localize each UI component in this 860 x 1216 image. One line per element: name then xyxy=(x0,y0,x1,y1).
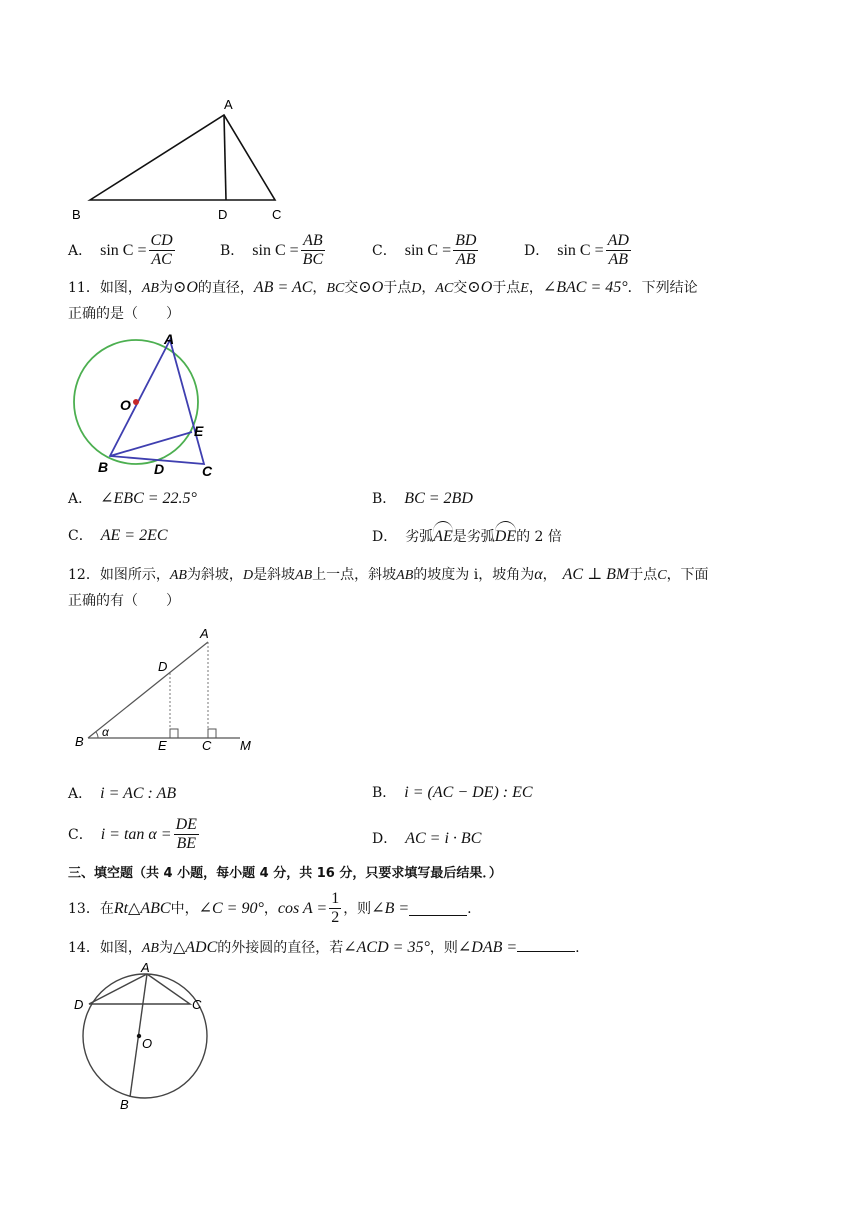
label-m: M xyxy=(240,738,251,753)
text: ， xyxy=(263,900,278,917)
text: ， xyxy=(421,280,436,296)
text: 于点 xyxy=(629,567,658,583)
option-math: i = AC : AB xyxy=(100,785,177,802)
fraction-one-half xyxy=(329,890,341,927)
option-letter: D． xyxy=(372,831,398,847)
label-o: O xyxy=(120,397,131,413)
math: cos A = xyxy=(277,899,328,917)
label-b: B xyxy=(75,734,84,749)
text: 的直径， xyxy=(197,280,254,296)
label-b: B xyxy=(72,207,81,222)
label-a: A xyxy=(141,960,150,975)
q14-circle-figure xyxy=(68,960,218,1112)
math: BC xyxy=(326,281,345,296)
text: 为斜坡， xyxy=(186,567,243,583)
text: 13．在 xyxy=(68,900,114,917)
arc-ae: AE xyxy=(433,521,453,547)
numerator: CD xyxy=(150,232,173,249)
q11-circle-figure xyxy=(68,330,228,480)
text: . xyxy=(467,900,472,917)
answer-blank[interactable] xyxy=(409,901,467,916)
option-math: AE = 2EC xyxy=(100,527,168,544)
text: ， xyxy=(312,280,327,296)
angle-alpha-arc xyxy=(96,732,98,738)
math: ∠BAC = 45° xyxy=(542,279,628,296)
text: 是劣弧 xyxy=(452,529,495,545)
math: AC ⊥ BM xyxy=(562,566,630,583)
denominator: BE xyxy=(176,835,197,852)
math: ⊙O xyxy=(358,279,384,296)
option-letter: A． xyxy=(68,491,93,507)
numerator: 1 xyxy=(331,890,340,907)
math: AB = AC xyxy=(253,279,313,296)
option-letter: C． xyxy=(68,826,93,843)
text: ， xyxy=(528,280,543,296)
q14-stem xyxy=(68,937,580,959)
q13-stem xyxy=(68,890,472,927)
math: AB xyxy=(295,568,313,583)
denominator: AB xyxy=(455,251,476,268)
math: D xyxy=(411,281,422,296)
math: AB xyxy=(396,568,414,583)
center-dot xyxy=(137,1034,141,1038)
numerator: BD xyxy=(455,232,477,249)
text: ．下列结论 xyxy=(627,280,698,296)
option-letter: A． xyxy=(68,242,93,259)
q12-option-d[interactable] xyxy=(372,829,481,849)
label-d: D xyxy=(74,997,84,1012)
label-c: C xyxy=(272,207,282,222)
label-e: E xyxy=(194,423,204,439)
text: 交 xyxy=(344,280,359,296)
q10-option-d[interactable] xyxy=(524,232,676,269)
q10-option-a[interactable] xyxy=(68,232,220,269)
math: ∠B = xyxy=(371,899,410,917)
text: 的坡度为 i，坡角为 xyxy=(413,567,535,583)
math: ⊙O xyxy=(172,279,198,296)
q11-option-d[interactable] xyxy=(372,521,562,547)
text: ，下面 xyxy=(666,567,709,583)
option-math: i = (AC − DE) : EC xyxy=(404,784,533,801)
fraction xyxy=(453,232,478,269)
math: E xyxy=(520,281,529,296)
q12-stem-line1 xyxy=(68,565,709,586)
text: ， xyxy=(542,567,557,583)
text: 为 xyxy=(158,940,173,956)
right-angle-c xyxy=(208,729,216,738)
math: ∠DAB = xyxy=(457,939,518,956)
math: △ADC xyxy=(172,939,218,956)
q11-option-c[interactable] xyxy=(68,526,168,546)
fraction xyxy=(174,816,199,853)
q11-stem-line2: 正确的是（ ） xyxy=(68,306,180,322)
numerator: AD xyxy=(607,232,629,249)
label-alpha: α xyxy=(102,725,109,739)
option-letter: D． xyxy=(372,529,398,545)
option-letter: A． xyxy=(68,786,93,802)
text: 的外接圆的直径，若 xyxy=(217,940,344,956)
option-letter: D． xyxy=(524,242,550,259)
math: AB xyxy=(169,568,187,583)
text: 于点 xyxy=(383,280,412,296)
fraction xyxy=(149,232,175,269)
math: ∠ACD = 35° xyxy=(343,939,430,956)
q12-option-b[interactable] xyxy=(372,783,533,803)
q10-triangle-figure xyxy=(60,92,300,222)
text: 交 xyxy=(453,280,468,296)
option-math: BC = 2BD xyxy=(404,490,473,507)
q10-option-b[interactable] xyxy=(220,232,372,269)
label-d: D xyxy=(218,207,228,222)
label-b: B xyxy=(120,1097,129,1112)
answer-blank[interactable] xyxy=(517,937,575,952)
option-letter: C． xyxy=(68,528,93,544)
math: AC xyxy=(435,281,454,296)
option-lhs: sin C = xyxy=(557,241,604,259)
q11-stem-line1 xyxy=(68,278,698,299)
section-heading: 三、填空题（共 4 小题，每小题 4 分，共 16 分，只要求填写最后结果．） xyxy=(68,866,502,881)
math: α xyxy=(534,566,543,583)
text: 14．如图， xyxy=(68,940,142,956)
label-c: C xyxy=(202,738,212,753)
arc-de: DE xyxy=(495,521,516,547)
math: ∠C = 90° xyxy=(198,899,264,917)
label-c: C xyxy=(202,463,213,479)
text: 12．如图所示， xyxy=(68,567,170,583)
label-d: D xyxy=(158,659,168,674)
label-e: E xyxy=(158,738,167,753)
math: C xyxy=(657,568,667,583)
denominator: AB xyxy=(608,251,629,268)
fraction xyxy=(606,232,631,269)
label-d: D xyxy=(154,461,165,477)
label-a: A xyxy=(224,97,233,112)
center-dot xyxy=(133,399,139,405)
triangle-abc xyxy=(90,115,275,200)
label-c: C xyxy=(192,997,202,1012)
q12-option-c[interactable] xyxy=(68,816,201,853)
altitude-ad xyxy=(224,115,226,200)
option-letter: B． xyxy=(220,242,245,259)
q12-stem-line2: 正确的有（ ） xyxy=(68,593,180,609)
denominator: AC xyxy=(151,251,172,268)
label-b: B xyxy=(98,459,109,475)
slope-ba xyxy=(88,642,208,738)
q10-option-c[interactable] xyxy=(372,232,524,269)
text: . xyxy=(575,940,580,956)
right-angle-e xyxy=(170,729,178,738)
option-lhs: sin C = xyxy=(100,241,147,259)
option-lhs: sin C = xyxy=(404,241,452,259)
text: 11．如图， xyxy=(68,280,142,296)
option-letter: B． xyxy=(372,491,397,507)
numerator: AB xyxy=(301,232,325,251)
q11-option-a[interactable] xyxy=(68,489,197,509)
text: 上一点，斜坡 xyxy=(312,567,397,583)
q12-option-a[interactable] xyxy=(68,784,176,804)
numerator: DE xyxy=(175,816,197,833)
label-o: O xyxy=(142,1036,153,1051)
q11-option-b[interactable] xyxy=(372,489,473,509)
fraction xyxy=(301,232,325,269)
text: 是斜坡 xyxy=(253,567,296,583)
math: Rt△ABC xyxy=(113,899,171,917)
text: 的 2 倍 xyxy=(516,529,562,545)
q10-options xyxy=(68,232,676,269)
text: 为 xyxy=(158,280,173,296)
label-a: A xyxy=(164,331,175,347)
q12-slope-figure xyxy=(68,622,268,756)
math: ⊙O xyxy=(467,279,493,296)
text: ，则 xyxy=(343,900,372,917)
denominator: BC xyxy=(302,251,324,268)
math: D xyxy=(242,568,254,583)
label-a: A xyxy=(200,626,209,641)
option-math: ∠EBC = 22.5° xyxy=(100,490,197,507)
option-letter: B． xyxy=(372,785,397,801)
text: 于点 xyxy=(492,280,521,296)
denominator: 2 xyxy=(331,909,340,926)
text: 劣弧 xyxy=(405,529,434,545)
math: AB xyxy=(141,941,159,956)
text: ，则 xyxy=(429,940,458,956)
text: 中， xyxy=(170,900,199,917)
option-math: AC = i · BC xyxy=(405,830,482,847)
option-letter: C． xyxy=(372,242,397,259)
math: AB xyxy=(141,281,159,296)
segment-be xyxy=(110,432,192,456)
option-lhs: i = tan α = xyxy=(100,825,172,843)
option-lhs: sin C = xyxy=(252,241,299,259)
